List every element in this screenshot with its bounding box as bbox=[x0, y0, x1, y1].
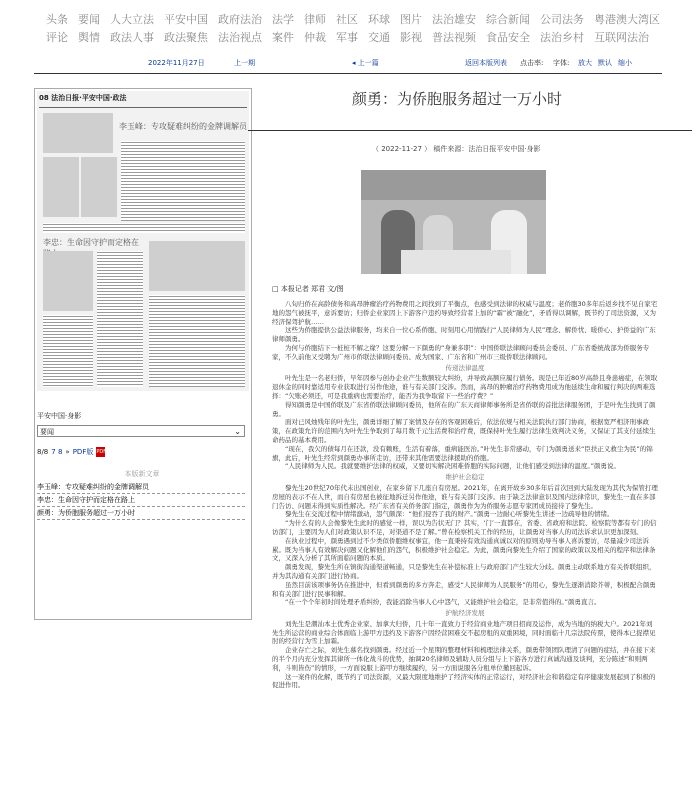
pdf-icon[interactable]: PDF bbox=[96, 449, 107, 455]
article-list-item[interactable]: 李忠：生命因守护而定格在路上 bbox=[37, 494, 245, 507]
article-headline: 颜勇：为侨胞服务超过一万小时 bbox=[352, 90, 563, 108]
article-paragraph: 刘先生是潮汕本土优秀企业家、加拿大归侨，几十年一直致力于经营商业地产项目招商及运作，成为当地的纳税大户。2021年刘先生所运营的商业综合体面临上游甲方违约及下游客户因经营困难交不起房租的双重困境，同时面临十几宗法院传票，使得本已捉襟见肘的经营行为雪上加霜。 bbox=[272, 619, 656, 646]
article-paragraph: 为何与侨胞结下一桩桩不解之缘？这要分解一下颜勇的“身兼多职”：中国侨联法律顾问委员会委员、广东省委统战部为侨服务专家，不久前他又受聘为广州市侨联法律顾问委员、成为国家、广东省和广州市三级侨联法律顾问。 bbox=[272, 343, 650, 361]
thumb-title-2: 李忠：生命因守护而定格在 bbox=[43, 238, 139, 247]
section-subheading: 维护社会稳定 bbox=[445, 473, 485, 482]
thumb-text bbox=[121, 141, 245, 221]
back-to-list-link[interactable]: 返回本版列表 bbox=[465, 59, 507, 67]
article-paragraph: 黎先生20世纪70年代未出国创业，在家乡留下几座自有房屋。2021年，在离开故乡30多年后首次回到大陆发现为其代为保管打理房屋的表示不在人世，而自有房屋也被征地拆迁另作他途，谁与有关部门交涉。由于缺乏法律意识及国内法律常识，黎先生一直在多部门告访、问题未得到实质性解决。经广东省有关侨务部门指定，颜勇作为为侨服务志愿专家团成员接待了黎先生。 bbox=[272, 483, 658, 510]
article-paragraph: “人民律师为人民。我就要维护法律的权威，又要切实解决困难侨胞的实际问题，让他们感受到法律的温度。”颜勇说。 bbox=[285, 462, 620, 471]
nav-link[interactable]: 普法视频 bbox=[432, 31, 476, 44]
section-subheading: 护航经济发展 bbox=[445, 609, 485, 618]
section-title: 本版新文章 bbox=[124, 470, 160, 478]
page-thumbnail[interactable] bbox=[37, 91, 249, 391]
thumb-graphic bbox=[43, 113, 113, 153]
article-paragraph: “现在，我欠的债每月在还款，没有赖账，生活有着落，重病能医治。”叶先生非常感动，专门为颜勇送来“臣扶正义救尘为民”的锦旗，此后，叶先生经常到颜勇办事所走访，还带来其他需要法律援助的侨胞。 bbox=[272, 444, 653, 462]
left-panel bbox=[34, 88, 252, 620]
article-list-item[interactable]: 颜勇：为侨胞服务超过一万小时 bbox=[37, 507, 245, 520]
thumb-masthead: 08 法治日报·平安中国·政法 bbox=[39, 93, 247, 108]
nav-link[interactable]: 社区 bbox=[336, 13, 358, 26]
nav-link[interactable]: 评论 bbox=[46, 31, 68, 44]
font-big-link[interactable]: 放大 bbox=[578, 59, 592, 67]
section-subheading: 传递法律温度 bbox=[445, 363, 485, 372]
nav-link[interactable]: 头条 bbox=[46, 13, 68, 26]
article-paragraph: 黎先生在交流过程中情绪激动，怨气颇深：“他们侵吞了我的财产。”颜勇一边耐心听黎先生讲述一边疏导他的情绪。 bbox=[285, 510, 614, 519]
article-list-item[interactable]: 李玉峰：专攻疑难纠纷的金牌调解员 bbox=[37, 481, 245, 494]
thumb-text bbox=[149, 295, 245, 387]
thumb-title-1: 李玉峰：专攻疑难纠纷的金牌调解员 bbox=[119, 122, 247, 131]
article-paragraph: 企业存亡之际，刘先生慕名找到颜勇。经过近一个星期的整理材料和梳理法律关系，颜勇带领团队理清了问题的症结，并在接下来的半个月内充分发挥其律所一体化战斗的优势，抽调20名律师及辅助人员分组与上下游各方进行真诚沟通及谈判，充分陈述“和则两利，斗则皆伤”的情形，一方面说服上游甲方继续履约，另一方面说服各分租单位撤回起诉。 bbox=[272, 646, 656, 672]
pager bbox=[37, 447, 105, 457]
nav-link[interactable]: 交通 bbox=[368, 31, 390, 44]
pager-links[interactable]: 7 8 bbox=[51, 448, 63, 456]
thumb-text bbox=[43, 315, 93, 387]
nav-link[interactable]: 舆情 bbox=[78, 31, 100, 44]
nav-link[interactable]: 政法人事 bbox=[110, 31, 154, 44]
thumb-photo bbox=[43, 251, 93, 311]
prev-issue-link[interactable]: 上一期 bbox=[234, 59, 255, 67]
nav-link[interactable]: 法治视点 bbox=[218, 31, 262, 44]
article-paragraph: 虽然目前该项事务仍在推进中，但看到颜勇的多方奔走，感受“人民律师为人民服务”的用心，黎先生逐渐消除芥蒂，积极配合颜勇和有关部门进行民事和解。 bbox=[272, 580, 656, 598]
divider bbox=[34, 73, 662, 74]
pdf-link[interactable]: PDF版 bbox=[72, 448, 94, 456]
article-paragraph: 在执业过程中，颜勇遇到过不少类似侨胞维权事宜，他一直秉持有效沟通真诚以对的原则劝导当事人喜诉要访，尽量减少司法诉累。既为当事人有效解决问题又化解他们的怨气，积极维护社会稳定。为此，颜勇向黎先生介绍了国家的政策以及相关的程序和法律条文，又深入分析了其所面临问题的本质。 bbox=[272, 536, 656, 563]
article-body bbox=[272, 300, 658, 690]
nav-link[interactable]: 法治雄安 bbox=[432, 13, 476, 26]
article-paragraph: 得知颜勇是中国侨联及广东省侨联法律顾问委员，他所在的广东天商律师事务所是省侨联的首批法律服务团，于是叶先生找到了颜勇。 bbox=[272, 400, 656, 418]
nav-link[interactable]: 人大立法 bbox=[110, 13, 154, 26]
article-paragraph: 颜勇发现，黎先生所在镇街沟通渠道畅通，只是黎先生在补偿标准上与政府部门产生较大分歧。颜勇主动联系地方有关侨联组织，并为其沟通有关部门进行协商。 bbox=[272, 563, 656, 580]
thumb-text bbox=[97, 251, 143, 387]
nav-link[interactable]: 平安中国 bbox=[164, 13, 208, 26]
nav-link[interactable]: 仲裁 bbox=[304, 31, 326, 44]
nav-link[interactable]: 粤港澳大湾区 bbox=[594, 13, 660, 26]
article-paragraph: 这一案件的化解，既节约了司法资源，又最大限度地维护了经济实体的正常运行，对经济社会和谐稳定有序健康发展起到了积极的促进作用。 bbox=[272, 672, 656, 690]
font-small-link[interactable]: 缩小 bbox=[618, 59, 632, 67]
article-photo bbox=[361, 170, 546, 274]
byline: □ 本报记者 郑君 文/图 bbox=[272, 285, 344, 293]
nav-link[interactable]: 法学 bbox=[272, 13, 294, 26]
top-nav bbox=[46, 10, 666, 46]
thumb-text bbox=[43, 223, 245, 233]
thumb-photo bbox=[43, 157, 79, 217]
nav-link[interactable]: 图片 bbox=[400, 13, 422, 26]
pager-current: 8/8 bbox=[37, 448, 49, 456]
select-value: 要闻 bbox=[40, 428, 54, 436]
nav-row-1 bbox=[46, 10, 666, 28]
article-divider bbox=[248, 130, 692, 131]
article-paragraph: 八旬归侨在高龄债务和高昂肿瘤治疗药物费用之间找到了平衡点，也感受到法律的权威与温度；老侨胞30多年后返乡找不见自家宅地的怨气被抚平，意诉要访；归侨企业家因上下游客户违约导致经营者上加的“霜”被“融化”，矛盾得以调解，既节约了司法资源，又为经济保驾护航…… bbox=[272, 300, 658, 326]
article-paragraph: “为什么有的人会像黎先生此时的感觉一样，误以为告状无门？其实，‘门’一直都在，省委、省政府和法院、检察院等都有专门的信访部门，主要因为人们对政策认识不足，对渠道不是了解。”曾在检察机关工作的经历，让颜勇对当事人的司法诉求认识更加深刻。 bbox=[272, 519, 657, 536]
nav-row-2 bbox=[46, 28, 666, 46]
article-paragraph: 面对已风烛残年的叶先生，颜勇详细了解了案情及存在的客观困难后，依法依规与相关法院执行部门协商，根据宽严相济刑事政策，在政策允许的范围内为叶先生争取到了每月数千元生活费和治疗费，既保持叶先生履行法律生效判决义务，又保证了其支付延续生命药品的基本费用。 bbox=[272, 418, 656, 444]
pager-sep: » bbox=[65, 448, 70, 456]
date-link[interactable]: 2022年11月27日 bbox=[148, 59, 205, 67]
nav-link[interactable]: 影视 bbox=[400, 31, 422, 44]
nav-link[interactable]: 政府法治 bbox=[218, 13, 262, 26]
article-paragraph: 这些为侨胞提供公益法律服务，均来自一位心系侨胞、时刻用心用情践行“人民律师为人民”理念、解侨忧、暖侨心、护侨益的广东律师颜勇。 bbox=[272, 326, 656, 344]
nav-link[interactable]: 律师 bbox=[304, 13, 326, 26]
nav-link[interactable]: 互联网法治 bbox=[594, 31, 649, 44]
nav-link[interactable]: 军事 bbox=[336, 31, 358, 44]
article-paragraph: 叶先生是一名老归侨，早年因参与创办企业产生数额较大纠纷，并导致高额应履行债务。现是已年近80岁高龄且身患癌症，在领取退休金的同时靠适用专业获取进行另作他途，谁与有关部门交涉。然而，高昂的肿瘤治疗药物费用成为他延续生命和履行判决的两难选择：“欠账必须还，可是我重病也需要治疗，能否为我争取留下一些治疗费？” bbox=[272, 374, 658, 400]
paper-name: 平安中国·身影 bbox=[37, 412, 82, 420]
nav-link[interactable]: 法治乡村 bbox=[540, 31, 584, 44]
nav-link[interactable]: 政法聚焦 bbox=[164, 31, 208, 44]
font-default-link[interactable]: 默认 bbox=[598, 59, 612, 67]
chevron-down-icon: ⌄ bbox=[234, 427, 241, 436]
nav-link[interactable]: 食品安全 bbox=[486, 31, 530, 44]
thumb-photo bbox=[149, 241, 245, 291]
thumb-photo bbox=[81, 157, 117, 217]
nav-link[interactable]: 环球 bbox=[368, 13, 390, 26]
section-select[interactable] bbox=[37, 425, 245, 437]
nav-link[interactable]: 案件 bbox=[272, 31, 294, 44]
article-meta: （ 2022-11-27 ） 稿件来源：法治日报平安中国·身影 bbox=[372, 145, 541, 153]
toolbar bbox=[0, 58, 696, 72]
article-paragraph: “在一个个年初时间处理矛盾纠纷，我能消除当事人心中怨气，又能维护社会稳定，是非常值得的。”颜勇直言。 bbox=[285, 598, 601, 607]
prev-article-link[interactable]: ◂ 上一篇 bbox=[352, 59, 379, 67]
font-label: 字体: bbox=[553, 59, 570, 67]
nav-link[interactable]: 公司法务 bbox=[540, 13, 584, 26]
article-list bbox=[37, 481, 245, 520]
hits-label: 点击率: bbox=[520, 59, 544, 67]
nav-link[interactable]: 要闻 bbox=[78, 13, 100, 26]
nav-link[interactable]: 综合新闻 bbox=[486, 13, 530, 26]
